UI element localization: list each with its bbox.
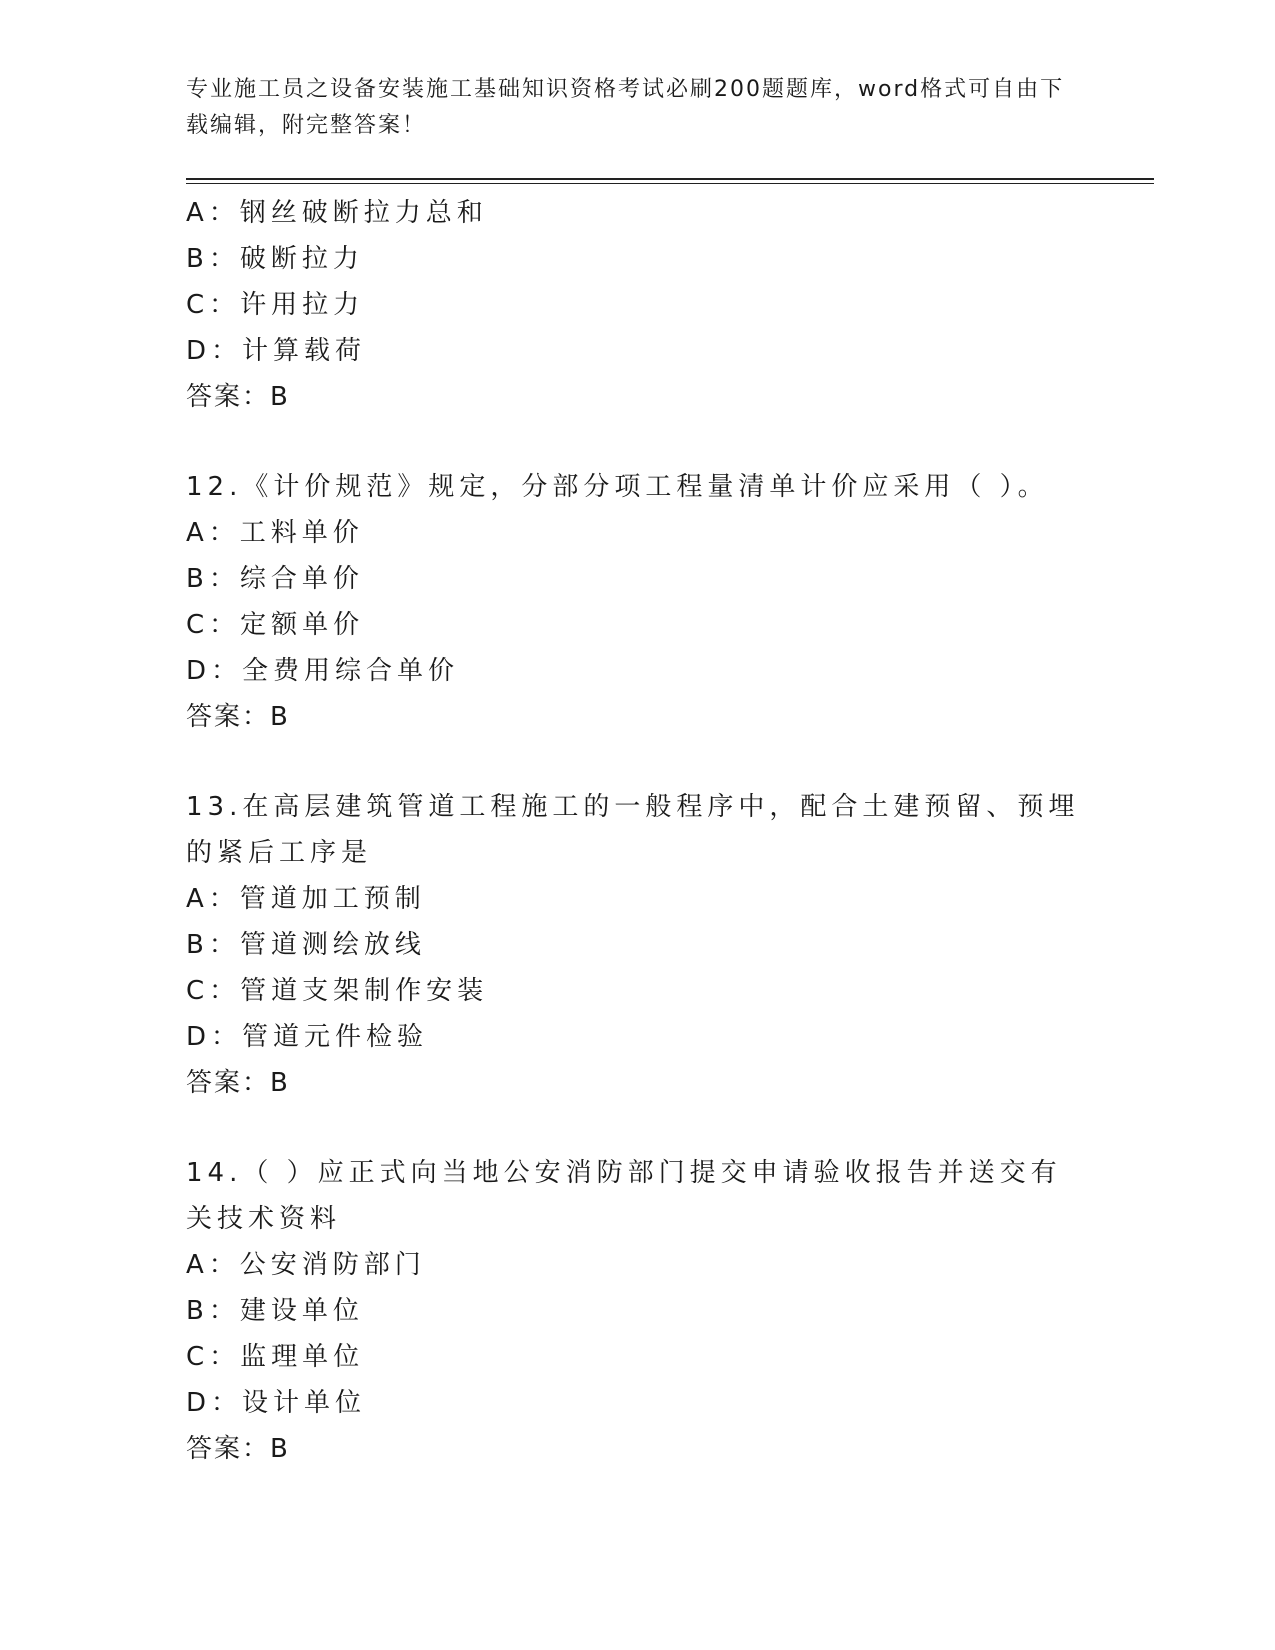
option-a: A：管道加工预制 — [186, 884, 426, 914]
question-text: 13.在高层建筑管道工程施工的一般程序中，配合土建预留、预埋的紧后工序是 — [186, 792, 1080, 868]
header-title: 专业施工员之设备安装施工基础知识资格考试必刷200题题库，word格式可自由下载编辑，附完整答案！ — [186, 77, 1065, 138]
option-b: B：管道测绘放线 — [186, 930, 426, 960]
question-block-13 — [186, 784, 1086, 1106]
answer-line: 答案：B — [186, 1434, 290, 1464]
option-d: D：计算载荷 — [186, 336, 367, 366]
question-text: 12.《计价规范》规定，分部分项工程量清单计价应采用（ ）。 — [186, 472, 1049, 502]
option-c: C：定额单价 — [186, 610, 365, 640]
option-b: B：破断拉力 — [186, 244, 364, 274]
option-b: B：综合单价 — [186, 564, 364, 594]
header-divider-thin — [186, 183, 1154, 184]
answer-line: 答案：B — [186, 1068, 290, 1098]
option-d: D：全费用综合单价 — [186, 656, 460, 686]
answer-line: 答案：B — [186, 702, 290, 732]
question-block-12 — [186, 464, 1086, 740]
option-c: C：监理单位 — [186, 1342, 365, 1372]
document-header — [186, 72, 1086, 144]
question-text: 14.（ ）应正式向当地公安消防部门提交申请验收报告并送交有关技术资料 — [186, 1158, 1062, 1234]
option-c: C：许用拉力 — [186, 290, 365, 320]
option-d: D：设计单位 — [186, 1388, 367, 1418]
option-a: A：工料单价 — [186, 518, 364, 548]
answer-line: 答案：B — [186, 382, 290, 412]
option-b: B：建设单位 — [186, 1296, 364, 1326]
header-divider-thick — [186, 178, 1154, 180]
option-a: A：钢丝破断拉力总和 — [186, 198, 488, 228]
option-d: D：管道元件检验 — [186, 1022, 429, 1052]
option-c: C：管道支架制作安装 — [186, 976, 489, 1006]
option-a: A：公安消防部门 — [186, 1250, 426, 1280]
question-block-14 — [186, 1150, 1086, 1472]
question-list — [186, 190, 1086, 1516]
question-block-11 — [186, 190, 1086, 420]
